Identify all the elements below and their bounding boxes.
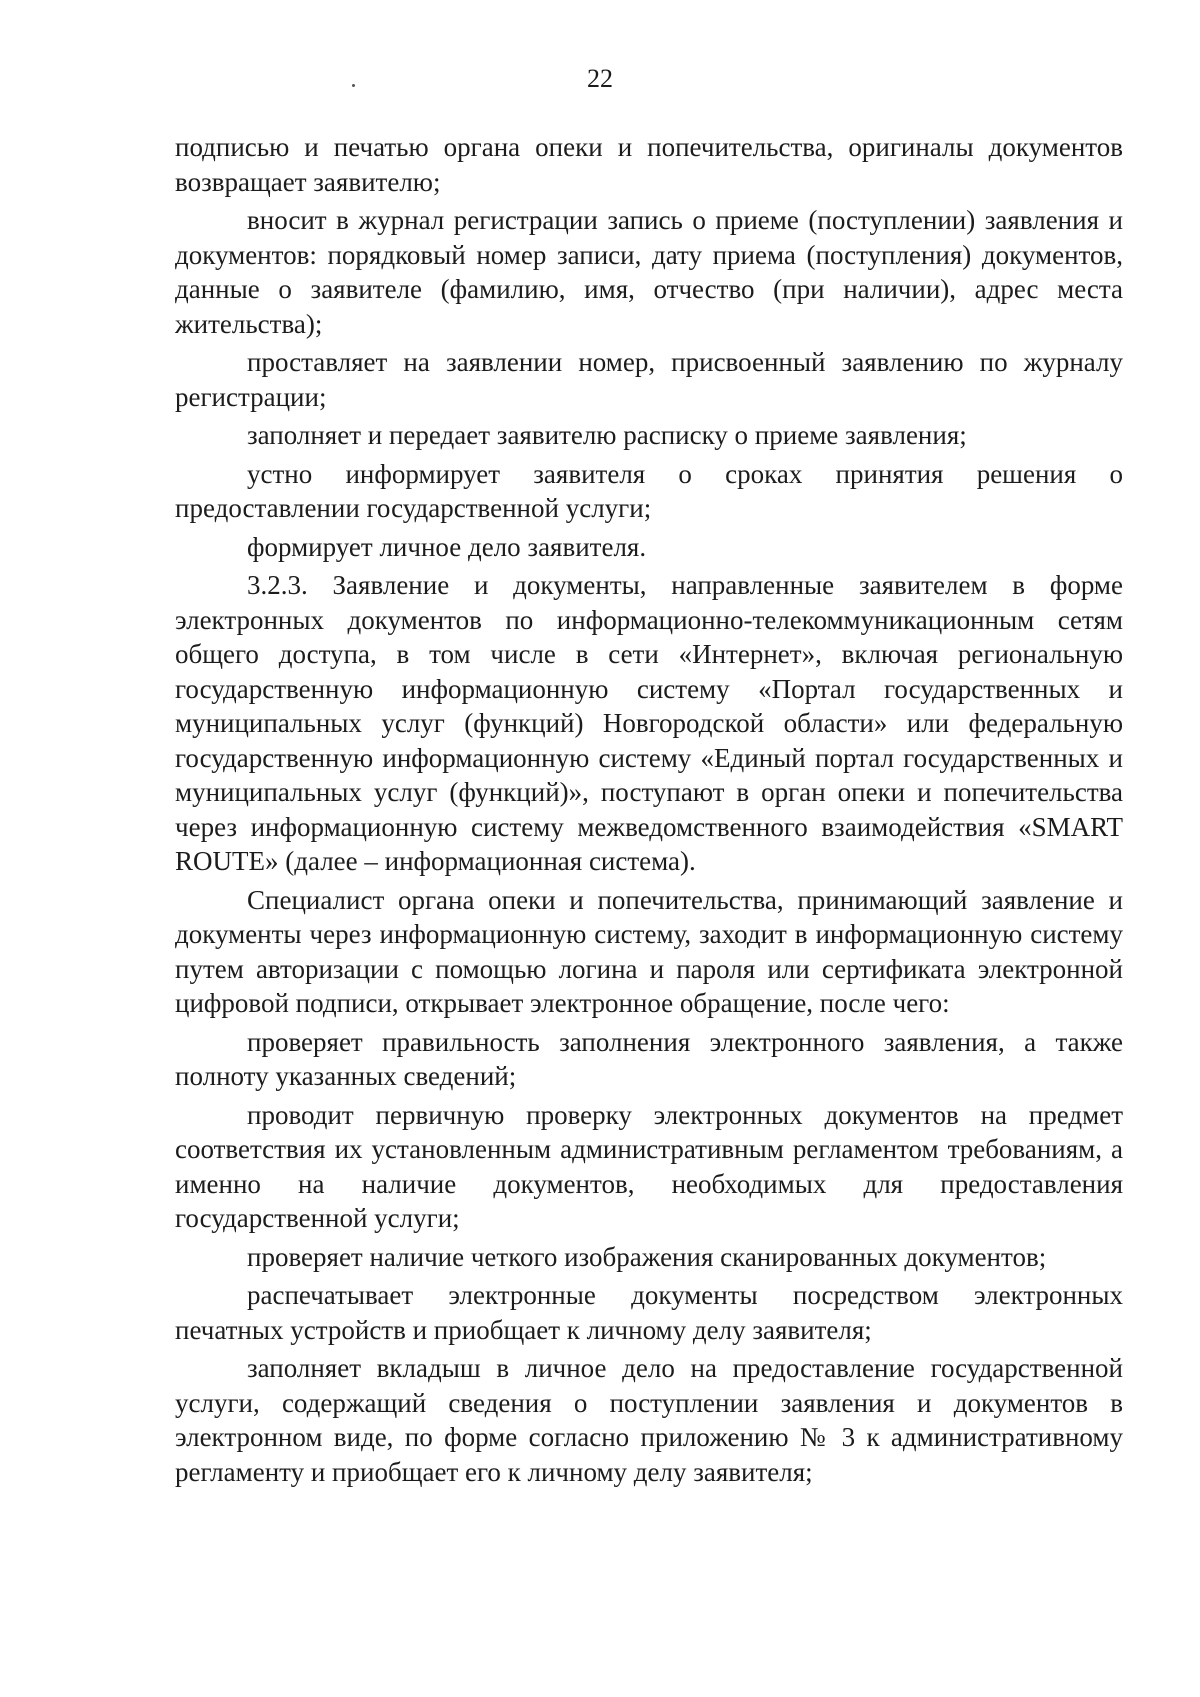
paragraph-inform-deadlines: устно информирует заявителя о сроках принятия решения о предоставлении государственной услуги; [175, 458, 1123, 523]
paragraph-fill-insert: заполняет вкладыш в личное дело на предоставление государственной услуги, содержащий сведения о поступлении заявления и документов в электронном виде, по форме согласно приложению № 3 к административному регламенту и приобщает его к личному делу заявителя; [175, 1353, 1123, 1487]
paragraph-journal-entry: вносит в журнал регистрации запись о приеме (поступлении) заявления и документов: порядковый номер записи, дату приема (поступления) документов, данные о заявителе (фамилию, имя, отчество (при наличии), адрес места жительства); [175, 205, 1123, 339]
document-body [175, 130, 1123, 1493]
paragraph-primary-check: проводит первичную проверку электронных документов на предмет соответствия их установленным административным регламентом требованиям, а именно на наличие документов, необходимых для предоставления государственной услуги; [175, 1099, 1123, 1233]
paragraph-print-documents: распечатывает электронные документы посредством электронных печатных устройств и приобщает к личному делу заявителя; [175, 1280, 1123, 1345]
paragraph-personal-file: формирует личное дело заявителя. [247, 531, 647, 562]
paragraph-receipt: заполняет и передает заявителю расписку о приеме заявления; [247, 420, 967, 450]
paragraph-check-correctness: проверяет правильность заполнения электронного заявления, а также полноту указанных сведений; [175, 1026, 1123, 1091]
paragraph-section-3-2-3: 3.2.3. Заявление и документы, направленные заявителем в форме электронных документов по информационно-телекоммуникационным сетям общего доступа, в том числе в сети «Интернет», включая региональную государственную информационную систему «Портал государственных и муниципальных услуг (функций) Новгородской области» или федеральную государственную информационную систему «Единый портал государственных и муниципальных услуг (функций)», поступают в орган опеки и попечительства через информационную систему межведомственного взаимодействия «SMART ROUTE» (далее – информационная система). [175, 570, 1123, 876]
page-number: 22 [587, 64, 613, 93]
paragraph-specialist: Специалист органа опеки и попечительства, принимающий заявление и документы через информационную систему, заходит в информационную систему путем авторизации с помощью логина и пароля или сертификата электронной цифровой подписи, открывает электронное обращение, после чего: [175, 884, 1123, 1018]
paragraph-check-scans: проверяет наличие четкого изображения сканированных документов; [247, 1241, 1047, 1272]
paragraph-continuation: подписью и печатью органа опеки и попечительства, оригиналы документов возвращает заявителю; [175, 132, 1123, 197]
paragraph-assign-number: проставляет на заявлении номер, присвоенный заявлению по журналу регистрации; [175, 347, 1123, 412]
